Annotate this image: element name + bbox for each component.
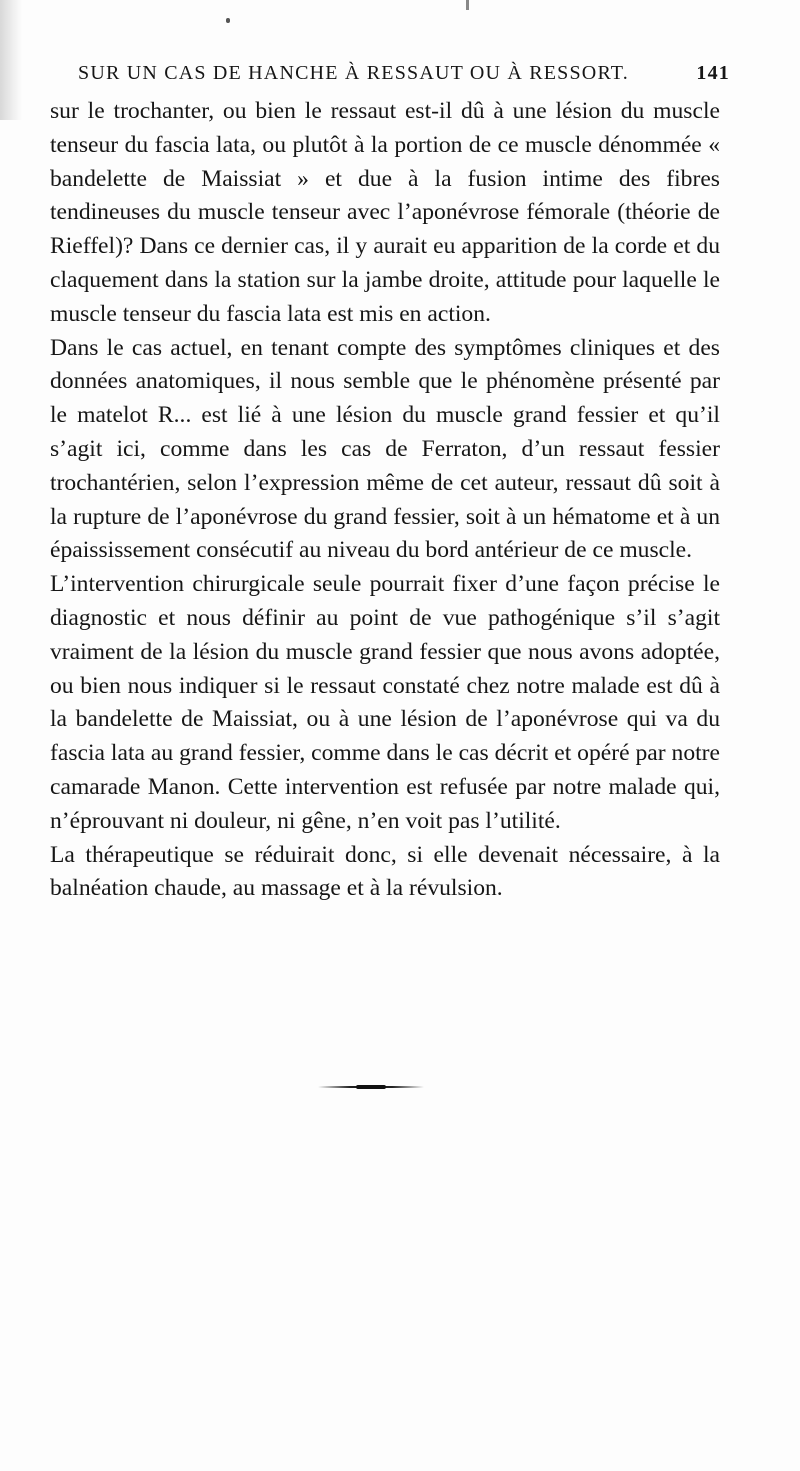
running-header	[70, 55, 730, 91]
paragraph: Dans le cas actuel, en tenant compte des symptômes cliniques et des données anatomiques, il nous semble que le phénomène présenté par le matelot R... est lié à une lésion du muscle grand fessier et qu’il s’agit ici, comme dans les cas de Ferraton, d’un ressaut fessier trochantérien, selon l’expression même de cet auteur, ressaut dû soit à la rupture de l’aponévrose du grand fessier, soit à un hématome et à un épaississement consécutif au niveau du bord antérieur de ce muscle.	[50, 334, 720, 564]
end-ornament-rule	[318, 1084, 424, 1090]
running-title: SUR UN CAS DE HANCHE À RESSAUT OU À RESSORT.	[78, 62, 629, 84]
body-text	[50, 95, 720, 906]
paragraph: L’intervention chirurgicale seule pourrait fixer d’une façon précise le diagnostic et nous définir au point de vue pathogénique s’il s’agit vraiment de la lésion du muscle grand fessier que nous avons adoptée, ou bien nous indiquer si le ressaut constaté chez notre malade est dû à la bandelette de Maissiat, ou à une lésion de l’aponévrose qui va du fascia lata au grand fessier, comme dans le cas décrit et opéré par notre camarade Manon. Cette intervention est refusée par notre malade qui, n’éprouvant ni douleur, ni gêne, n’en voit pas l’utilité.	[50, 571, 720, 834]
page-number: 141	[696, 62, 730, 84]
paragraph: La thérapeutique se réduirait donc, si elle devenait nécessaire, à la balnéation chaude, au massage et à la révulsion.	[50, 841, 720, 902]
paragraph: sur le trochanter, ou bien le ressaut est-il dû à une lésion du muscle tenseur du fascia lata, ou plutôt à la portion de ce muscle dénommée « bandelette de Maissiat » et due à la fusion intime des fibres tendineuses du muscle tenseur avec l’aponévrose fémorale (théorie de Rieffel)? Dans ce dernier cas, il y aurait eu apparition de la corde et du claquement dans la station sur la jambe droite, attitude pour laquelle le muscle tenseur du fascia lata est mis en action.	[50, 98, 720, 327]
print-tick-mark	[466, 0, 469, 10]
page-edge-shadow	[0, 0, 22, 120]
ornament-center	[356, 1085, 386, 1089]
print-speck	[226, 18, 230, 23]
